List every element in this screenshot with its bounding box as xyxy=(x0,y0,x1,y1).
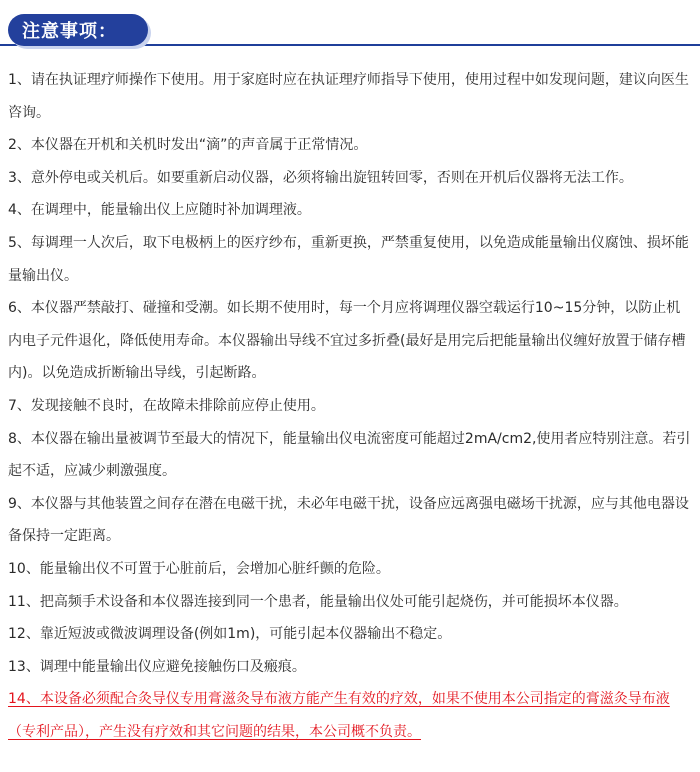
note-item-1: 1、请在执证理疗师操作下使用。用于家庭时应在执证理疗师指导下使用，使用过程中如发现问题，建议向医生咨询。 xyxy=(8,72,689,121)
note-item-2: 2、本仪器在开机和关机时发出“滴”的声音属于正常情况。 xyxy=(8,137,368,154)
section-header xyxy=(0,14,700,52)
header-tab xyxy=(8,14,148,46)
note-item-9: 9、本仪器与其他装置之间存在潜在电磁干扰，未必年电磁干扰，设备应远离强电磁场干扰源，应与其他电器设备保持一定距离。 xyxy=(8,495,689,545)
note-item-3: 3、意外停电或关机后。如要重新启动仪器，必须将输出旋钮转回零，否则在开机后仪器将无法工作。 xyxy=(8,169,633,186)
warning-note: 14、本设备必须配合灸导仪专用膏滋灸导布液方能产生有效的疗效，如果不使用本公司指定的膏滋灸导布液（专利产品），产生没有疗效和其它问题的结果，本公司概不负责。 xyxy=(8,691,670,740)
note-item-6: 6、本仪器严禁敲打、碰撞和受潮。如长期不使用时，每一个月应将调理仪器空载运行10~15分钟，以防止机内电子元件退化，降低使用寿命。本仪器输出导线不宜过多折叠(最好是用完后把能量输出仪缠好放置于储存槽内)。以免造成折断输出导线，引起断路。 xyxy=(8,300,686,382)
note-item-11: 11、把高频手术设备和本仪器连接到同一个患者，能量输出仪处可能引起烧伤，并可能损坏本仪器。 xyxy=(8,593,628,610)
note-item-13: 13、调理中能量输出仪应避免接触伤口及瘢痕。 xyxy=(8,658,306,675)
note-item-7: 7、发现接触不良时，在故障未排除前应停止使用。 xyxy=(8,397,325,414)
note-item-12: 12、靠近短波或微波调理设备(例如1m)，可能引起本仪器输出不稳定。 xyxy=(8,626,452,643)
note-item-8: 8、本仪器在输出量被调节至最大的情况下，能量输出仪电流密度可能超过2mA/cm2,使用者应特别注意。若引起不适，应减少刺激强度。 xyxy=(8,430,691,480)
notes-list xyxy=(8,64,694,748)
section-title: 注意事项： xyxy=(22,21,117,42)
note-item-10: 10、能量输出仪不可置于心脏前后，会增加心脏纤颤的危险。 xyxy=(8,560,390,577)
note-item-4: 4、在调理中，能量输出仪上应随时补加调理液。 xyxy=(8,202,311,219)
note-item-5: 5、每调理一人次后，取下电极柄上的医疗纱布，重新更换，严禁重复使用，以免造成能量输出仪腐蚀、损坏能量输出仪。 xyxy=(8,234,689,284)
